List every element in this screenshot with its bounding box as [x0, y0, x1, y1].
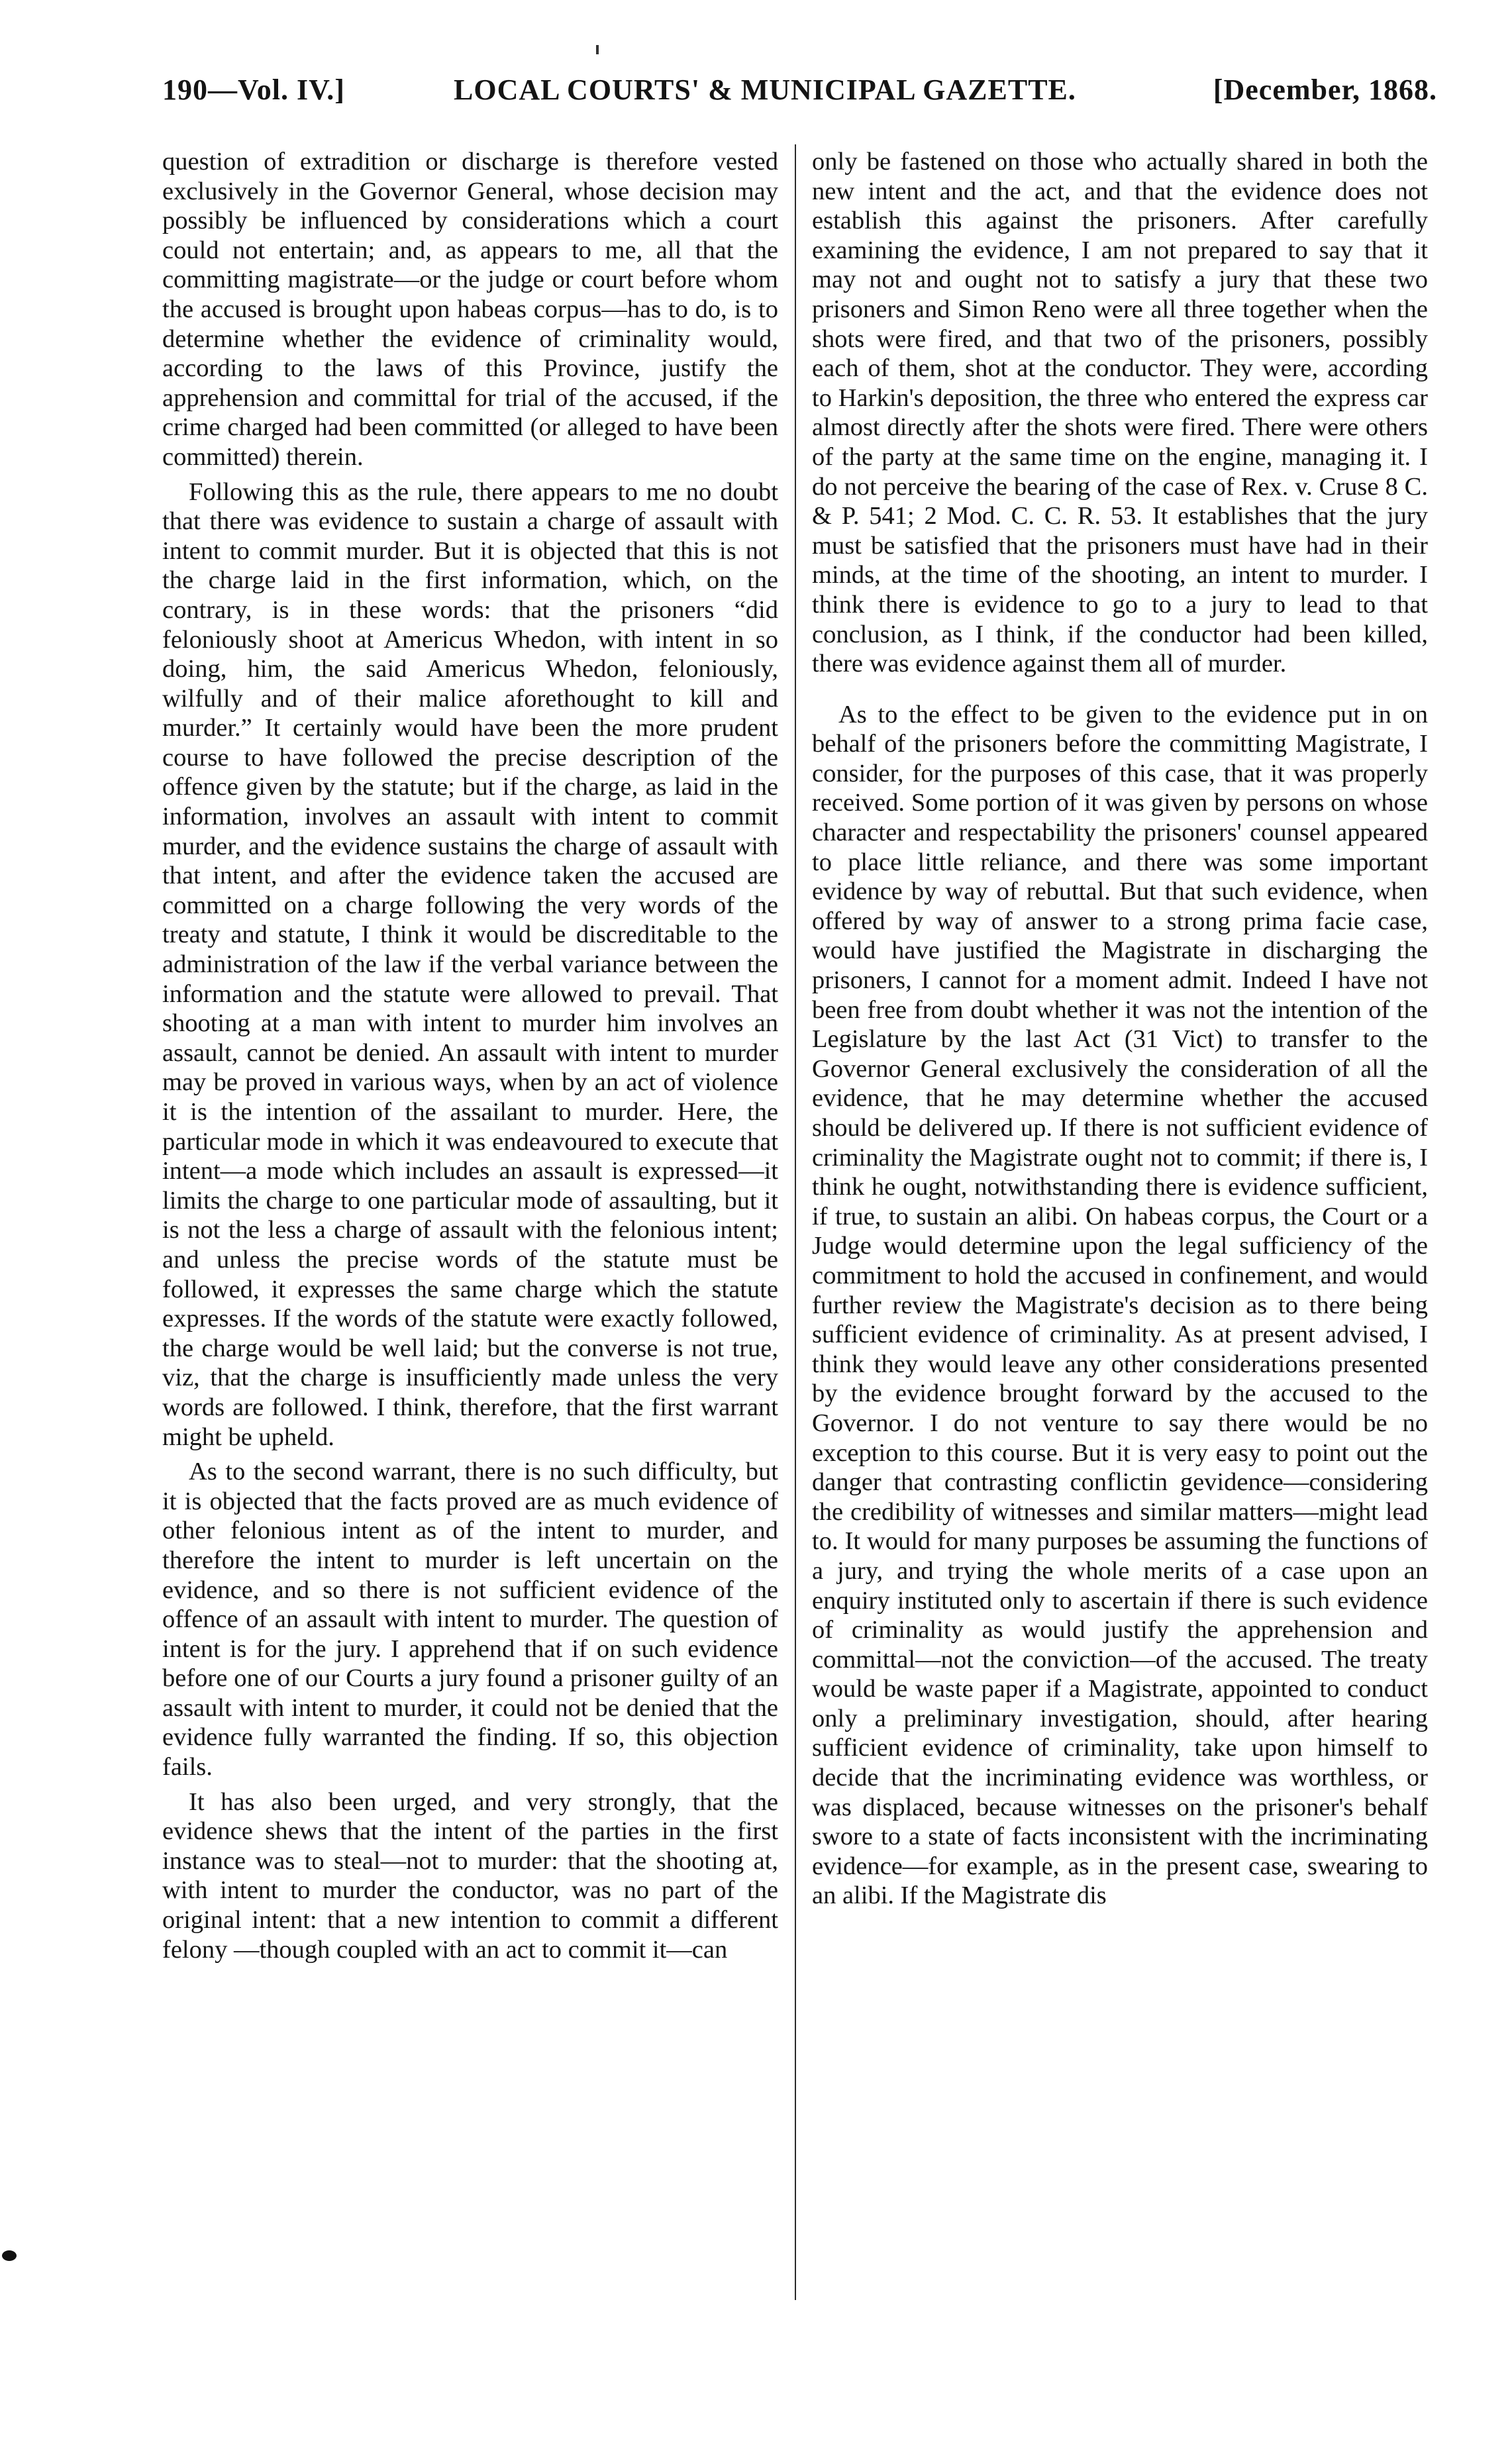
paragraph: It has also been urged, and very strongly, that the evidence shews that the intent of the parties in the first instance was to steal—not to murder: that the shooting at, with intent to murder the conductor, was no part of the original intent: that a new intention to commit a different felony —though coupled with an act to commit it—can	[162, 1787, 778, 1964]
paragraph: Following this as the rule, there appears to me no doubt that there was evidence to sustain a charge of assault with intent to commit murder. But it is objected that this is not the charge laid in the first information, which, on the contrary, is in these words: that the prisoners “did feloniously shoot at Americus Whedon, with intent in so doing, him, the said Americus Whedon, feloniously, wilfully and of their malice aforethought to kill and murder.” It certainly would have been the more prudent course to have followed the precise description of the offence given by the statute; but if the charge, as laid in the information, involves an assault with intent to commit murder, and the evidence sustains the charge of assault with that intent, and after the evidence taken the accused are committed on a charge following the very words of the treaty and statute, I think it would be discreditable to the administration of the law if the verbal variance between the information and the statute were allowed to prevail. That shooting at a man with intent to murder him involves an assault, cannot be denied. An assault with intent to murder may be proved in various ways, when by an act of violence it is the intention of the assailant to murder. Here, the particular mode in which it was endeavoured to execute that intent—a mode which includes an assault is expressed—it limits the charge to one particular mode of assaulting, but it is not the less a charge of assault with the felonious intent; and unless the precise words of the statute must be followed, it expresses the same charge which the statute expresses. If the words of the statute were exactly followed, the charge would be well laid; but the converse is not true, viz, that the charge is insufficiently made unless the very words are followed. I think, therefore, that the first warrant might be upheld.	[162, 477, 778, 1451]
publication-title: LOCAL COURTS' & MUNICIPAL GAZETTE.	[454, 74, 1076, 106]
paragraph: question of extradition or discharge is therefore vested exclusively in the Governor General, whose decision may possibly be influenced by considerations which a court could not entertain; and, as appears to me, all that the committing magistrate—or the judge or court before whom the accused is brought upon habeas corpus—has to do, is to determine whether the evidence of criminality would, according to the laws of this Province, justify the apprehension and committal for trial of the accused, if the crime charged had been committed (or alleged to have been committed) therein.	[162, 148, 778, 471]
right-column	[812, 147, 1428, 1916]
left-column	[162, 147, 778, 1970]
ink-blot	[2, 2250, 17, 2261]
paragraph: As to the effect to be given to the evidence put in on behalf of the prisoners before the committing Magistrate, I consider, for the purposes of this case, that it was properly received. Some portion of it was given by persons on whose character and respectability the prisoners' counsel appeared to place little reliance, and there was some important evidence by way of rebuttal. But that such evidence, when offered by way of answer to a strong prima facie case, would have justified the Magistrate in discharging the prisoners, I cannot for a moment admit. Indeed I have not been free from doubt whether it was not the intention of the Legislature by the last Act (31 Vict) to transfer to the Governor General exclusively the consideration of all the evidence, that he may determine whether the accused should be delivered up. If there is not sufficient evidence of criminality the Magistrate ought not to commit; if there is, I think he ought, notwithstanding there is evidence sufficient, if true, to sustain an alibi. On habeas corpus, the Court or a Judge would determine upon the legal sufficiency of the commitment to hold the accused in confinement, and would further review the Magistrate's decision as to there being sufficient evidence of criminality. As at present advised, I think they would leave any other considerations presented by the evidence brought forward by the accused to the Governor. I do not venture to say there would be no exception to this course. But it is very easy to point out the danger that contrasting conflictin gevidence—considering the credibility of witnesses and similar matters—might lead to. It would for many purposes be assuming the functions of a jury, and trying the whole merits of a case upon an enquiry instituted only to ascertain if there is such evidence of criminality as would justify the apprehension and committal—not the conviction—of the accused. The treaty would be waste paper if a Magistrate, appointed to conduct only a preliminary investigation, should, after hearing sufficient evidence of criminality, take upon himself to decide that the incriminating evidence was worthless, or was displaced, because witnesses on the prisoner's behalf swore to a state of facts inconsistent with the incriminating evidence—for example, as in the present case, swearing to an alibi. If the Magistrate dis	[812, 700, 1428, 1910]
paragraph: only be fastened on those who actually shared in both the new intent and the act, and that the evidence does not establish this against the prisoners. After carefully examining the evidence, I am not prepared to say that it may not and ought not to satisfy a jury that these two prisoners and Simon Reno were all three together when the shots were fired, and that two of the prisoners, possibly each of them, shot at the conductor. They were, according to Harkin's deposition, the three who entered the express car almost directly after the shots were fired. There were others of the party at the same time on the engine, managing it. I do not perceive the bearing of the case of Rex. v. Cruse 8 C. & P. 541; 2 Mod. C. C. R. 53. It establishes that the jury must be satisfied that the prisoners must have had in their minds, at the time of the shooting, an intent to murder. I think there is evidence to go to a jury to lead to that conclusion, as I think, if the conductor had been killed, there was evidence against them all of murder.	[812, 148, 1428, 678]
page-header	[162, 66, 1437, 119]
issue-date: [December, 1868.	[1213, 74, 1437, 106]
page-volume-number: 190—Vol. IV.]	[162, 74, 345, 106]
column-divider	[795, 144, 796, 2300]
paragraph: As to the second warrant, there is no such difficulty, but it is objected that the facts proved are as much evidence of other felonious intent as of the intent to murder, and therefore the intent to murder is left uncertain on the evidence, and so there is not sufficient evidence of the offence of an assault with intent to murder. The question of intent is for the jury. I apprehend that if on such evidence before one of our Courts a jury found a prisoner guilty of an assault with intent to murder, it could not be denied that the evidence fully warranted the finding. If so, this objection fails.	[162, 1458, 778, 1781]
print-mark	[596, 45, 599, 54]
